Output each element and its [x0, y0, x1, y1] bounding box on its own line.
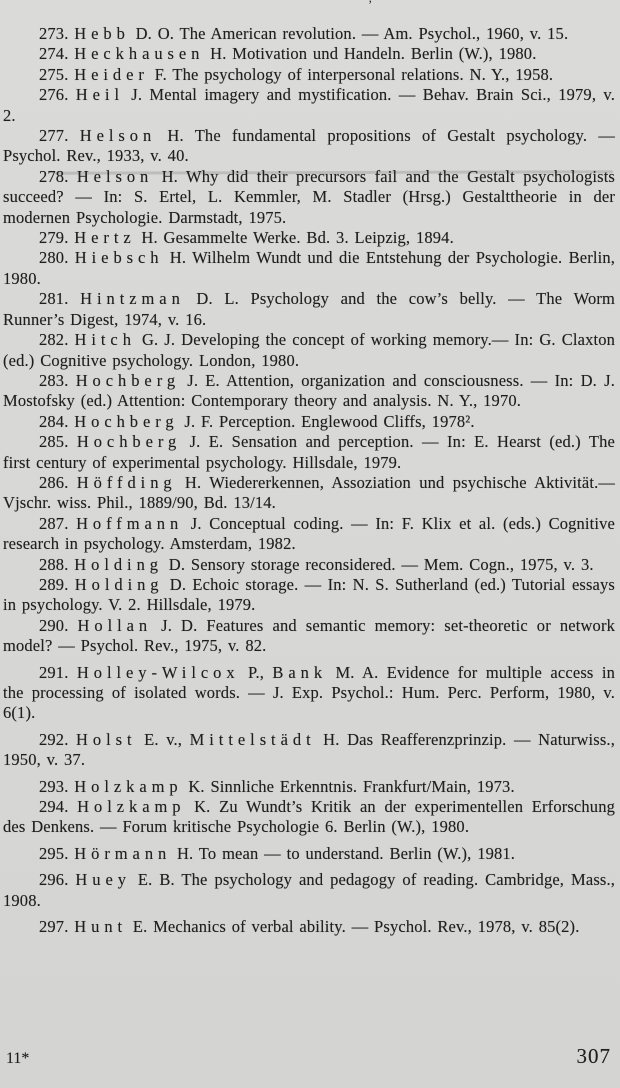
entry-text: E. v., [136, 729, 190, 749]
entry-text: 283. [39, 370, 76, 390]
page-footer [6, 1044, 611, 1069]
bib-entry [3, 473, 615, 514]
entry-text: 280. [39, 248, 75, 268]
author-name: Holding [74, 554, 163, 574]
entry-text: 293. [39, 776, 75, 796]
entry-text: 290. [39, 615, 78, 635]
author-name: Helson [79, 126, 157, 146]
entry-text: 278. [39, 166, 77, 186]
bib-entry [3, 730, 615, 771]
bib-entry [3, 777, 615, 797]
entry-text: 281. [39, 289, 81, 309]
entry-text: 284. [39, 411, 75, 431]
author-name: Holst [76, 729, 137, 749]
entry-text: 275. [39, 64, 75, 84]
author-name: Holley-Wilcox [76, 662, 240, 682]
author-name: Hertz [74, 228, 136, 248]
author-name: Hochberg [74, 411, 179, 431]
entry-text: J. F. Perception. Englewood Cliffs, 1978². [178, 411, 475, 431]
bib-entry [3, 555, 615, 575]
entry-text: F. The psychology of interpersonal relations. N. Y., 1958. [148, 64, 554, 84]
bib-entry [3, 371, 615, 412]
entry-text: D. Echoic storage. — In: N. S. Sutherland (ed.) Tutorial essays in psychology. V. 2. Hillsdale, 1979. [3, 574, 616, 615]
entry-text: J. Mental imagery and mystification. — Behav. Brain Sci., 1979, v. 2. [3, 85, 615, 125]
bib-entry [3, 412, 615, 432]
entry-text: H. To mean — to understand. Berlin (W.), 1981. [171, 843, 516, 863]
entry-text: D. L. Psychology and the cow’s belly. — The Worm Runner’s Digest, 1974, v. 16. [3, 289, 616, 329]
entry-text: 296. [39, 870, 76, 890]
author-name: Hiebsch [74, 248, 164, 268]
entry-text: 291. [39, 662, 77, 682]
page-number: 307 [576, 1044, 611, 1068]
bib-entry [3, 330, 615, 371]
entry-text: E. Mechanics of verbal ability. — Psychol. Rev., 1978, v. 85(2). [127, 917, 580, 937]
bib-entry [3, 870, 615, 911]
bib-entry [3, 24, 615, 44]
author-name: Heider [74, 64, 149, 84]
bib-entry [3, 228, 615, 248]
entry-text: 295. [39, 843, 75, 863]
bib-entry [3, 663, 615, 724]
author-name: Hebb [74, 24, 130, 43]
entry-text: 273. [39, 24, 75, 43]
bib-entry [3, 167, 615, 228]
entry-text: D. O. The American revolution. — Am. Psychol., 1960, v. 15. [129, 24, 569, 43]
author-name: Hochberg [75, 370, 181, 390]
entry-text: E. B. The psychology and pedagogy of reading. Cambridge, Mass., 1908. [3, 870, 616, 910]
author-name: Hintzman [80, 289, 185, 309]
author-name: Heckhausen [74, 44, 205, 64]
bib-entry [3, 917, 615, 937]
bib-entry [3, 797, 615, 838]
bibliography-list [3, 24, 615, 937]
entry-text: J. Conceptual coding. — In: F. Klix et al. (eds.) Cognitive research in psychology. Amsterdam, 1982. [3, 513, 615, 554]
bib-entry [3, 126, 615, 167]
entry-text: 292. [39, 729, 77, 749]
bib-entry [3, 616, 615, 657]
bib-entry [3, 514, 615, 555]
author-name: Mittelstädt [189, 729, 316, 749]
author-name: Hitch [74, 330, 136, 350]
author-name: Hochberg [76, 432, 182, 452]
bib-entry [3, 85, 615, 126]
bib-entry [3, 65, 615, 85]
author-name: Holzkamp [77, 797, 186, 817]
entry-text: 297. [39, 917, 75, 937]
author-name: Holzkamp [74, 776, 183, 796]
scan-artifact-mark: ’ [368, 0, 373, 12]
entry-text: J. E. Attention, organization and consciousness. — In: D. J. Mostofsky (ed.) Attention: Contemporary theory and analysis. N. Y., 1970. [3, 370, 616, 411]
entry-text: H. Das Reafferenzprinzip. — Naturwiss., 1950, v. 37. [3, 729, 615, 770]
bib-entry [3, 289, 615, 330]
entry-text: 286. [39, 472, 77, 492]
entry-text: H. Wilhelm Wundt und die Entstehung der Psychologie. Berlin, 1980. [3, 248, 615, 288]
author-name: Holding [74, 574, 164, 594]
bib-entry [3, 248, 615, 289]
entry-text: H. The fundamental propositions of Gestalt psychology. — Psychol. Rev., 1933, v. 40. [3, 126, 615, 166]
entry-text: P., [239, 662, 273, 682]
entry-text: D. Sensory storage reconsidered. — Mem. Cogn., 1975, v. 3. [162, 554, 594, 574]
bib-entry [3, 844, 615, 864]
bib-entry [3, 432, 615, 473]
signature-mark: 11* [6, 1050, 30, 1067]
author-name: Huey [75, 870, 131, 890]
entry-text: K. Zu Wundt’s Kritik an der experimentellen Erforschung des Denkens. — Forum kritische Psychologie 6. Berlin (W.), 1980. [3, 797, 616, 837]
entry-text: H. Why did their precursors fail and the Gestalt psychologists succeed? — In: S. Ertel, L. Kemmler, M. Stadler (Hrsg.) Gestalttheorie in der modernen Psychologie. Darmstadt, 1975. [3, 166, 615, 227]
entry-text: 287. [39, 513, 77, 533]
entry-text: K. Sinnliche Erkenntnis. Frankfurt/Main, 1973. [182, 776, 515, 796]
author-name: Helson [76, 166, 154, 186]
entry-text: 288. [39, 554, 75, 574]
author-name: Höffding [76, 472, 177, 492]
bib-entry [3, 575, 615, 616]
entry-text: M. A. Evidence for multiple access in the processing of isolated words. — J. Exp. Psychol.: Hum. Perc. Perform, 1980, v. 6(1). [3, 662, 616, 723]
entry-text: 277. [39, 126, 80, 146]
entry-text: H. Gesammelte Werke. Bd. 3. Leipzig, 1894. [135, 228, 454, 248]
entry-text: H. Motivation und Handeln. Berlin (W.), 1980. [204, 44, 537, 64]
entry-text: 274. [39, 44, 75, 64]
entry-text: G. J. Developing the concept of working memory.— In: G. Claxton (ed.) Cognitive psychology. London, 1980. [3, 330, 616, 370]
entry-text: 282. [39, 330, 75, 350]
author-name: Heil [75, 85, 124, 105]
entry-text: 294. [39, 797, 78, 817]
author-name: Hoffmann [76, 513, 184, 533]
author-name: Hollan [77, 615, 153, 635]
entry-text: H. Wiedererkennen, Assoziation und psychische Aktivität.— Vjschr. wiss. Phil., 1889/90, Bd. 13/14. [3, 472, 615, 513]
entry-text: J. D. Features and semantic memory: set-theoretic or network model? — Psychol. Rev., 1975, v. 82. [3, 615, 615, 656]
entry-text: 285. [39, 432, 77, 452]
entry-text: 279. [39, 228, 75, 248]
entry-text: 276. [39, 85, 76, 105]
author-name: Bank [272, 662, 328, 682]
entry-text: J. E. Sensation and perception. — In: E. Hearst (ed.) The first century of experimental psychology. Hillsdale, 1979. [3, 432, 616, 472]
author-name: Hörmann [74, 843, 172, 863]
author-name: Hunt [74, 917, 128, 937]
bib-entry [3, 44, 615, 64]
entry-text: 289. [39, 574, 75, 594]
